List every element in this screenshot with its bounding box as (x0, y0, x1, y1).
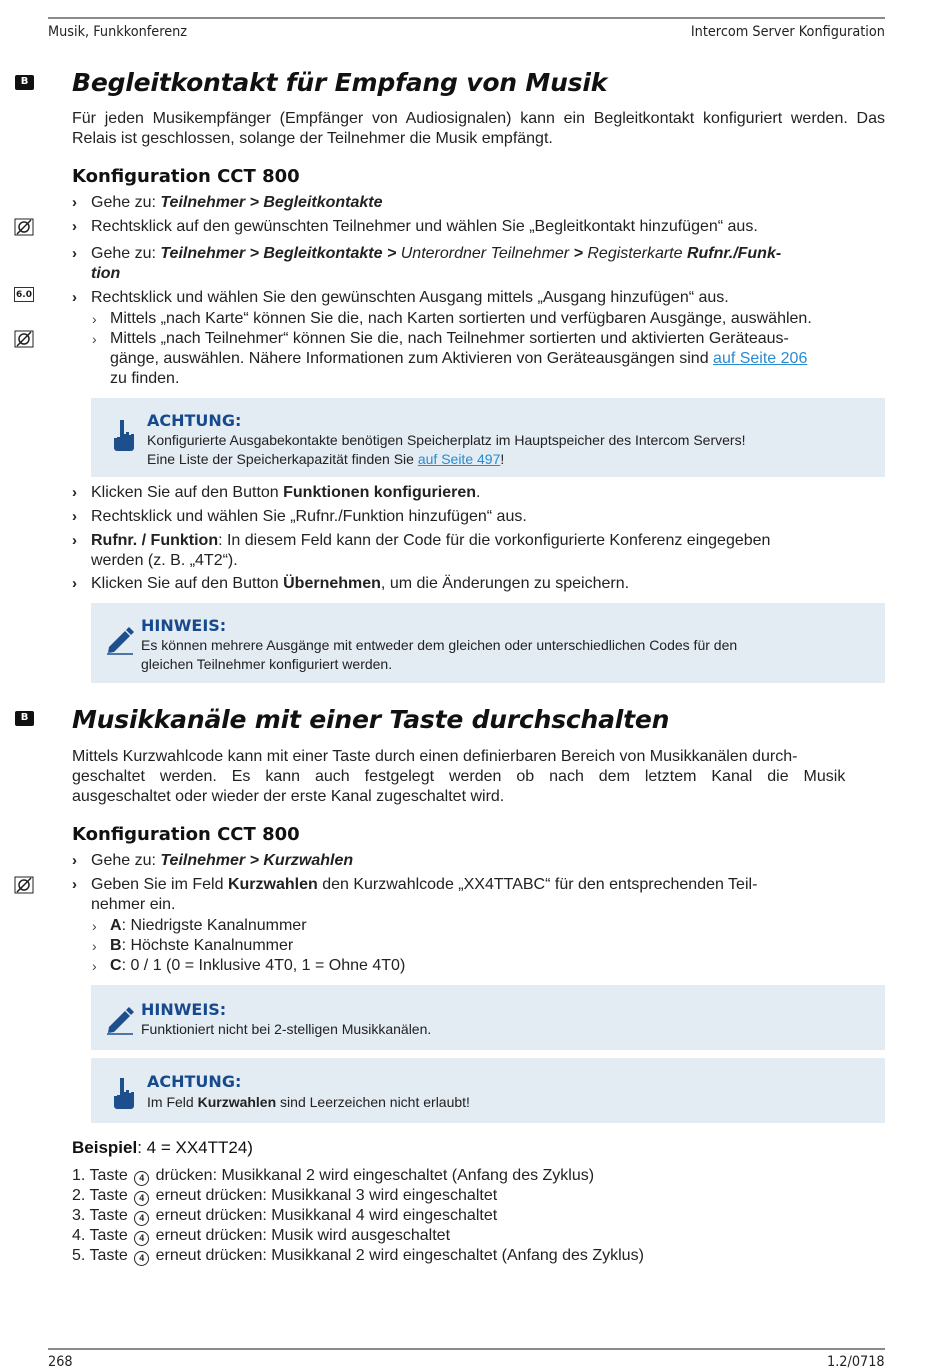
chevron-icon: › (72, 575, 77, 592)
note-box (91, 985, 885, 1050)
chevron-icon: › (72, 852, 77, 869)
chevron-icon: › (72, 484, 77, 501)
sub-chevron-icon: › (92, 311, 97, 327)
pointing-hand-icon (111, 1076, 135, 1110)
sub-chevron-icon: › (92, 958, 97, 974)
note-title: HINWEIS: (141, 1000, 227, 1019)
section-title-musikkanaele: Musikkanäle mit einer Taste durchschalten (72, 705, 670, 734)
example-list-item: 5. Taste 4 erneut drücken: Musikkanal 2 wird eingeschaltet (Anfang des Zyklus) (72, 1247, 644, 1264)
chevron-icon: › (72, 508, 77, 525)
pc-tool-icon (14, 330, 34, 348)
attention-text: Im Feld Kurzwahlen sind Leerzeichen nicht erlaubt! (147, 1094, 470, 1110)
chevron-icon: › (72, 194, 77, 211)
button-name: Funktionen konfigurieren (283, 484, 477, 501)
sub-chevron-icon: › (92, 918, 97, 934)
attention-title: ACHTUNG: (147, 1072, 242, 1091)
chevron-icon: › (72, 218, 77, 235)
menu-path: Teilnehmer > Begleitkontakte (160, 194, 383, 211)
example-list-item: 1. Taste 4 drücken: Musikkanal 2 wird eingeschaltet (Anfang des Zyklus) (72, 1167, 595, 1184)
attention-text: Konfigurierte Ausgabekontakte benötigen Speicherplatz im Hauptspeicher des Intercom Servers! Eine Liste der Speicherkapazität finden Sie auf Seite 497! (147, 432, 746, 467)
attention-box (91, 1058, 885, 1123)
page-number: 268 (48, 1354, 73, 1370)
attention-title: ACHTUNG: (147, 411, 242, 430)
chevron-icon: › (72, 245, 77, 262)
note-text: Es können mehrere Ausgänge mit entweder dem gleichen oder unterschiedlichen Codes für den gleichen Teilnehmer konfiguriert werden. (141, 637, 738, 672)
example-heading: Beispiel: 4 = XX4TT24) (72, 1138, 253, 1157)
sub-chevron-icon: › (92, 331, 97, 347)
section-title-begleitkontakt: Begleitkontakt für Empfang von Musik (72, 68, 608, 97)
button-name: Übernehmen (283, 575, 381, 592)
version-badge: 6.0 (14, 287, 34, 302)
section1-intro: Für jeden Musikempfänger (Empfänger von Audiosignalen) kann ein Begleitkontakt konfiguriert werden. Das Relais ist geschlossen, solange der Teilnehmer die Musik empfängt. (72, 110, 885, 147)
page-link-206[interactable]: auf Seite 206 (713, 350, 808, 367)
note-text: Funktioniert nicht bei 2-stelligen Musikkanälen. (141, 1021, 432, 1037)
key-4-icon: 4 (134, 1211, 149, 1226)
note-title: HINWEIS: (141, 616, 227, 635)
chevron-icon: › (72, 532, 77, 549)
chevron-icon: › (72, 876, 77, 893)
basic-badge-icon: B (15, 711, 34, 726)
header-chapter: Musik, Funkkonferenz (48, 24, 188, 40)
attention-box (91, 398, 885, 477)
key-4-icon: 4 (134, 1231, 149, 1246)
pencil-icon (105, 623, 135, 655)
example-list-item: 2. Taste 4 erneut drücken: Musikkanal 3 wird eingeschaltet (72, 1187, 498, 1204)
pointing-hand-icon (111, 418, 135, 452)
note-box (91, 603, 885, 683)
footer-rule (48, 1348, 885, 1350)
sub-chevron-icon: › (92, 938, 97, 954)
chevron-icon: › (72, 289, 77, 306)
basic-badge-icon: B (15, 75, 34, 90)
key-4-icon: 4 (134, 1191, 149, 1206)
section2-intro: Mittels Kurzwahlcode kann mit einer Taste durch einen definierbaren Bereich von Musikkanälen durch- geschaltet werden. Es kann auch festgelegt werden ob nach dem letztem Kanal die Musik ausgeschaltet oder wieder der erste Kanal zugeschaltet wird. (72, 748, 846, 805)
header-title: Intercom Server Konfiguration (690, 24, 885, 40)
key-4-icon: 4 (134, 1251, 149, 1266)
key-4-icon: 4 (134, 1171, 149, 1186)
field-name: Rufnr. / Funktion (91, 532, 219, 549)
config-heading: Konfiguration CCT 800 (72, 824, 300, 845)
header-rule (48, 17, 885, 19)
example-list-item: 3. Taste 4 erneut drücken: Musikkanal 4 wird eingeschaltet (72, 1207, 498, 1224)
pencil-icon (105, 1003, 135, 1035)
document-version: 1.2/0718 (827, 1354, 885, 1370)
menu-path: Teilnehmer > Kurzwahlen (160, 852, 354, 869)
pc-tool-icon (14, 218, 34, 236)
example-list-item: 4. Taste 4 erneut drücken: Musik wird ausgeschaltet (72, 1227, 451, 1244)
config-heading: Konfiguration CCT 800 (72, 166, 300, 187)
page-link-497[interactable]: auf Seite 497 (417, 451, 501, 467)
pc-tool-icon (14, 876, 34, 894)
